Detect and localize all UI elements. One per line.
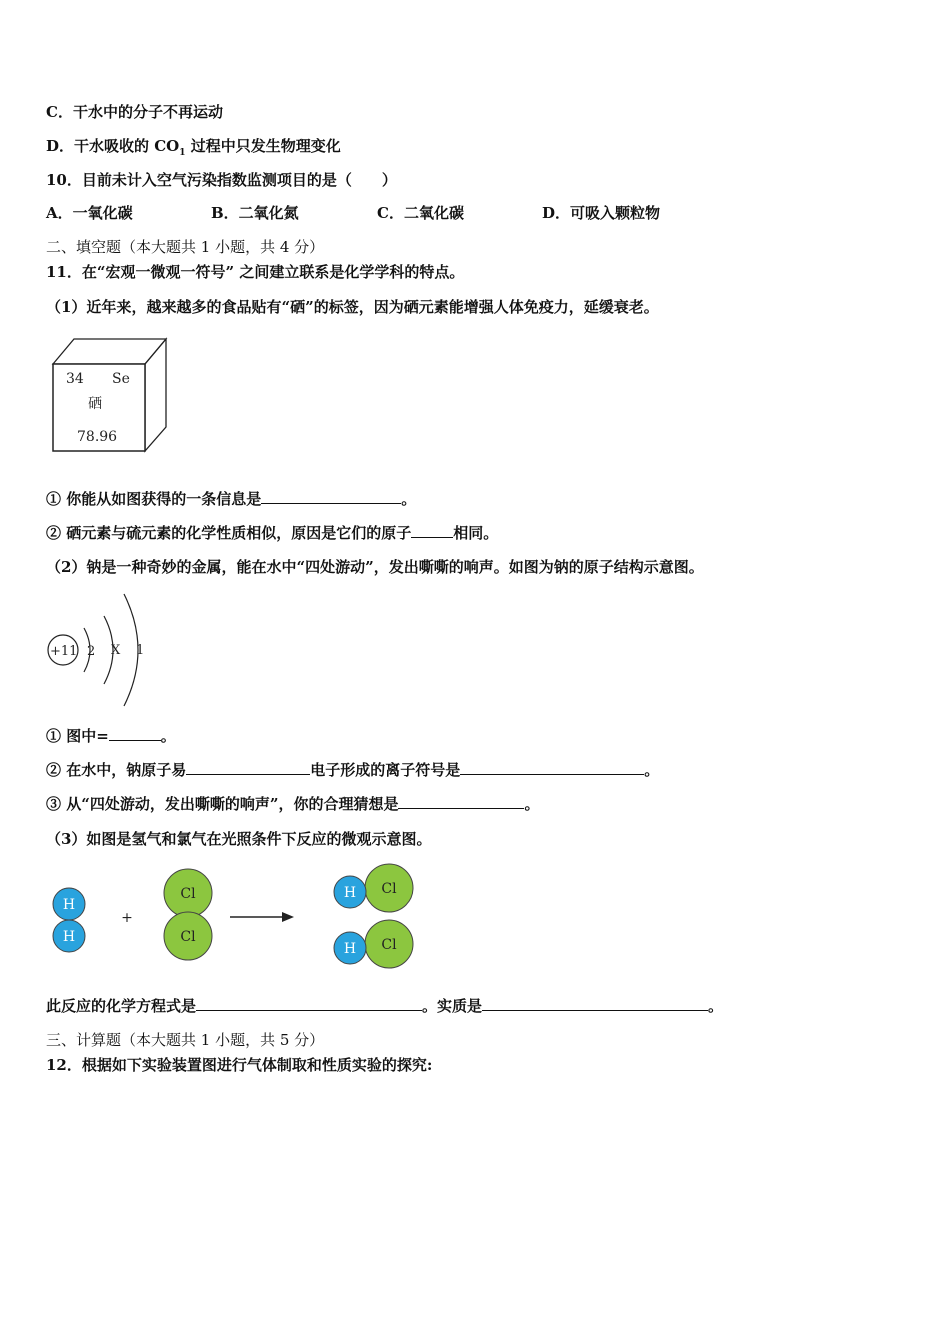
q10-option-a: A．一氧化碳 <box>46 204 133 222</box>
hcl-molecule <box>334 920 413 968</box>
section2-heading: 二、填空题（本大题共 1 小题，共 4 分） <box>46 238 325 256</box>
element-mass: 78.96 <box>77 429 118 445</box>
answer-blank[interactable] <box>196 996 422 1011</box>
q11-part3-intro: （3）如图是氢气和氯气在光照条件下反应的微观示意图。 <box>46 830 432 848</box>
element-name: 硒 <box>88 396 102 412</box>
svg-text:H: H <box>62 897 76 913</box>
svg-text:Cl: Cl <box>381 937 397 953</box>
q11-part1-q1: ① 你能从如图获得的一条信息是 。 <box>46 490 417 508</box>
answer-blank[interactable] <box>411 523 453 538</box>
answer-blank[interactable] <box>398 794 524 809</box>
element-symbol: Se <box>112 371 130 387</box>
q9-option-d: D．干水吸收的 $CO_1$ 过程中只发生物理变化 <box>46 137 341 158</box>
q11-part2-q3: ③ 从“四处游动，发出嘶嘶的响声”，你的合理猜想是 。 <box>46 795 540 813</box>
element-number: 34 <box>66 371 84 387</box>
answer-blank[interactable] <box>109 726 161 741</box>
q11-part2-q2: ② 在水中，钠原子易 电子形成的离子符号是 。 <box>46 761 660 779</box>
answer-blank[interactable] <box>186 760 310 775</box>
svg-text:Cl: Cl <box>180 929 196 945</box>
shell-3-electrons: 1 <box>136 643 145 658</box>
shell-1-electrons: 2 <box>87 644 96 659</box>
q12-stem: 12．根据如下实验装置图进行气体制取和性质实验的探究: <box>46 1056 433 1074</box>
section3-heading: 三、计算题（本大题共 1 小题，共 5 分） <box>46 1031 325 1049</box>
svg-text:H: H <box>343 941 357 957</box>
q11-part3-q: 此反应的化学方程式是 。实质是 。 <box>46 997 724 1015</box>
nucleus-charge: +11 <box>50 644 78 659</box>
hcl-molecule <box>334 864 413 912</box>
q10-option-c: C．二氧化碳 <box>377 204 464 222</box>
svg-text:Cl: Cl <box>381 881 397 897</box>
svg-text:H: H <box>62 929 76 945</box>
q9-option-c: C．干水中的分子不再运动 <box>46 103 223 121</box>
cl2-molecule <box>164 869 212 960</box>
q11-stem: 11．在“宏观一微观一符号” 之间建立联系是化学学科的特点。 <box>46 263 465 281</box>
answer-blank[interactable] <box>482 996 708 1011</box>
svg-text:H: H <box>343 885 357 901</box>
svg-text:Cl: Cl <box>180 886 196 902</box>
selenium-element-card <box>50 336 170 454</box>
q10-option-d: D．可吸入颗粒物 <box>542 204 661 222</box>
answer-blank[interactable] <box>460 760 644 775</box>
q10-stem: 10．目前未计入空气污染指数监测项目的是（ ） <box>46 171 397 189</box>
h2-molecule <box>53 888 85 952</box>
answer-blank[interactable] <box>261 489 401 504</box>
q11-part1-q2: ② 硒元素与硫元素的化学性质相似，原因是它们的原子 相同。 <box>46 524 499 542</box>
q11-part2-intro: （2）钠是一种奇妙的金属，能在水中“四处游动”，发出嘶嘶的响声。如图为钠的原子结构示意图。 <box>46 558 704 576</box>
reaction-arrow <box>230 912 294 922</box>
q11-part1-intro: （1）近年来，越来越多的食品贴有“硒”的标签，因为硒元素能增强人体免疫力，延缓衰老。 <box>46 298 659 316</box>
sodium-atom-diagram <box>44 590 154 710</box>
hcl-reaction-diagram <box>44 860 424 970</box>
plus-sign: + <box>121 910 133 926</box>
q11-part2-q1: ① 图中= 。 <box>46 727 176 745</box>
shell-2-electrons: X <box>111 643 121 658</box>
q10-option-b: B．二氧化氮 <box>211 204 299 222</box>
